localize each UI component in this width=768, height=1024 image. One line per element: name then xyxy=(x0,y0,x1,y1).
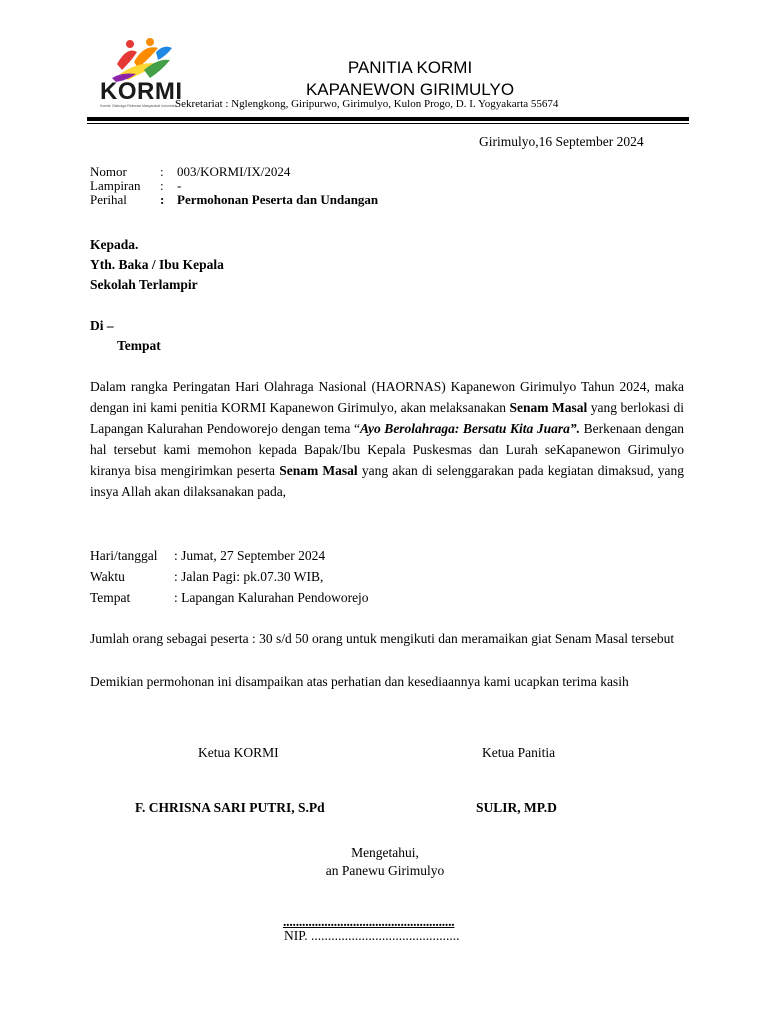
meta-sep: : xyxy=(160,192,165,207)
meta-label: Lampiran xyxy=(90,178,141,193)
recipient-tempat: Tempat xyxy=(117,338,161,353)
body-text: yang berlokasi di Lapangan Kalurahan Pendoworejo dengan tema “ xyxy=(90,400,684,436)
acknowledgement-line: Mengetahui, xyxy=(351,845,419,860)
detail-value: : Jalan Pagi: pk.07.30 WIB, xyxy=(174,569,324,584)
recipient-line: Kepada. xyxy=(90,237,139,252)
logo-tagline: Komite Olahraga Rekreasi Masyarakat Indonesia xyxy=(100,104,177,108)
meta-row-nomor xyxy=(90,165,378,179)
signature-placeholder-name: ...................................................... xyxy=(283,914,455,929)
signature-name-left: F. CHRISNA SARI PUTRI, S.Pd xyxy=(135,800,325,815)
meta-row-perihal xyxy=(90,193,378,207)
body-bold-event: Senam Masal xyxy=(279,463,358,478)
meta-value: - xyxy=(177,178,182,193)
detail-value: : Lapangan Kalurahan Pendoworejo xyxy=(174,590,369,605)
recipient-line: Yth. Baka / Ibu Kepala xyxy=(90,257,224,272)
body-paragraph-1 xyxy=(90,376,684,502)
signature-title-right: Ketua Panitia xyxy=(482,745,556,760)
recipient-di: Di – xyxy=(90,318,114,333)
body-text: Berkenaan dengan hal tersebut kami memohon kepada Bapak/Ibu Kepala Puskesmas dan Lurah seKapanewon Girimulyo kiranya bisa mengirimkan peserta xyxy=(90,421,684,478)
letter-date: Girimulyo,16 September 2024 xyxy=(479,134,644,149)
logo-text: KORMI xyxy=(100,78,183,105)
letterhead-divider-thick xyxy=(87,117,689,121)
detail-label: Waktu xyxy=(90,569,125,584)
detail-label: Hari/tanggal xyxy=(90,548,158,563)
letter-meta xyxy=(90,165,378,207)
body-paragraph-3: Demikian permohonan ini disampaikan atas perhatian dan kesediaannya kami ucapkan terima kasih xyxy=(90,674,629,689)
detail-row xyxy=(90,566,369,587)
signature-name-right: SULIR, MP.D xyxy=(476,800,557,815)
body-theme: Ayo Berolahraga: Bersatu Kita Juara”. xyxy=(359,421,581,436)
body-paragraph-2: Jumlah orang sebagai peserta : 30 s/d 50 orang untuk mengikuti dan meramaikan giat Senam Masal tersebut xyxy=(90,631,675,646)
recipient-line: Sekolah Terlampir xyxy=(90,277,198,292)
meta-value: 003/KORMI/IX/2024 xyxy=(177,164,291,179)
body-bold-event: Senam Masal xyxy=(509,400,588,415)
signature-nip: NIP. ............................................ xyxy=(284,928,460,943)
signature-title-left: Ketua KORMI xyxy=(198,745,279,760)
meta-value: Permohonan Peserta dan Undangan xyxy=(177,192,379,207)
org-title-line1: PANITIA KORMI xyxy=(347,58,473,77)
detail-label: Tempat xyxy=(90,590,131,605)
recipient-block xyxy=(90,235,224,295)
meta-sep: : xyxy=(160,178,164,193)
detail-value: : Jumat, 27 September 2024 xyxy=(174,548,326,563)
meta-label: Perihal xyxy=(90,192,127,207)
org-title-line2: KAPANEWON GIRIMULYO xyxy=(305,80,515,99)
detail-row xyxy=(90,587,369,608)
body-text: yang akan di selenggarakan pada kegiatan dimaksud, yang insya Allah akan dilaksanakan pada, xyxy=(90,463,685,499)
meta-sep: : xyxy=(160,164,164,179)
body-text: Dalam rangka Peringatan Hari Olahraga Nasional (HAORNAS) Kapanewon Girimulyo Tahun 2024, maka dengan ini kami penitia KORMI Kapanewon Girimulyo, akan melaksanakan xyxy=(90,379,684,415)
event-details xyxy=(90,545,369,608)
meta-row-lampiran xyxy=(90,179,378,193)
detail-row xyxy=(90,545,369,566)
meta-label: Nomor xyxy=(90,164,127,179)
letterhead-divider-thin xyxy=(87,123,689,124)
acknowledgement-line: an Panewu Girimulyo xyxy=(325,863,445,878)
secretariat-address: Sekretariat : Nglengkong, Giripurwo, Girimulyo, Kulon Progo, D. I. Yogyakarta 55674 xyxy=(175,98,559,110)
acknowledgement-block xyxy=(0,844,768,880)
